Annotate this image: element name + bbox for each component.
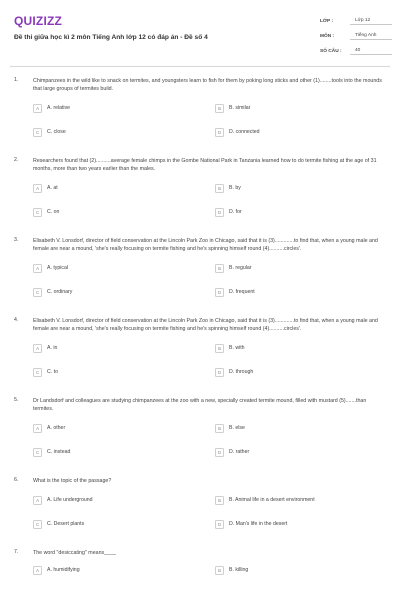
option-letter-badge: B <box>215 264 224 273</box>
question-number: 5. <box>14 397 19 403</box>
meta-row-class <box>320 14 392 29</box>
option-letter-badge: A <box>33 424 42 433</box>
option-text: B. regular <box>229 265 252 271</box>
option-letter-badge: C <box>33 128 42 137</box>
question-item <box>0 157 400 217</box>
option-c[interactable] <box>33 447 215 457</box>
option-letter-badge: C <box>33 520 42 529</box>
header-divider <box>10 66 390 67</box>
option-letter-badge: C <box>33 368 42 377</box>
meta-row-subject <box>320 29 392 44</box>
option-b[interactable] <box>215 103 365 113</box>
question-text: Elisabeth V. Lonsdorf, director of field conservation at the Lincoln Park Zoo in Chicago, said that it is (3).............to find that, when a young male and female are near a mound, 'she's really focusing on termite fishing and he's spinning himself round (4)..........circles'. <box>33 238 378 252</box>
option-text: B. else <box>229 425 245 431</box>
option-text: D. Man's life in the desert <box>229 521 288 527</box>
option-letter-badge: B <box>215 184 224 193</box>
option-letter-badge: B <box>215 104 224 113</box>
option-text: B. by <box>229 185 241 191</box>
option-letter-badge: B <box>215 566 224 575</box>
option-letter-badge: B <box>215 496 224 505</box>
option-c[interactable] <box>33 519 215 529</box>
question-number: 6. <box>14 477 19 483</box>
option-text: A. in <box>47 345 58 351</box>
option-letter-badge: D <box>215 208 224 217</box>
option-text: B. Animal life in a desert environment <box>229 497 315 503</box>
option-b[interactable] <box>215 343 365 353</box>
meta-label: LỚP : <box>320 19 334 24</box>
question-item <box>0 237 400 297</box>
option-text: C. instead <box>47 449 71 455</box>
option-letter-badge: C <box>33 208 42 217</box>
option-b[interactable] <box>215 495 365 505</box>
option-letter-badge: C <box>33 288 42 297</box>
question-item <box>0 397 400 457</box>
question-number: 1. <box>14 77 19 83</box>
option-b[interactable] <box>215 423 365 433</box>
option-letter-badge: D <box>215 520 224 529</box>
meta-label: MÔN : <box>320 34 335 39</box>
option-a[interactable] <box>33 565 215 575</box>
question-item <box>0 77 400 137</box>
page-title: Đề thi giữa học kì 2 môn Tiếng Anh lớp 12 có đáp án - Đề số 4 <box>14 34 208 41</box>
question-text: Researchers found that (2)..........average female chimps in the Gombe National Park in Tanzania learned how to do termite fishing at the age of 31 months, more than two years earlier than the males. <box>33 158 377 172</box>
question-text: Dr Landsdorf and colleagues are studying chimpanzees at the zoo with a new, specially created termite mound, filled with mustard (5).......than termites. <box>33 398 367 412</box>
option-grid <box>33 423 386 457</box>
option-text: B. similar <box>229 105 251 111</box>
option-d[interactable] <box>215 367 365 377</box>
option-letter-badge: D <box>215 288 224 297</box>
option-letter-badge: C <box>33 448 42 457</box>
option-a[interactable] <box>33 103 215 113</box>
meta-value-field: 40 <box>350 48 392 55</box>
question-text: Elisabeth V. Lonsdorf, director of field conservation at the Lincoln Park Zoo in Chicago, said that it is (3).............to find that, when a young male and female are near a mound, 'she's really focusing on termite fishing and he's spinning himself round (4)..........circles'. <box>33 318 378 332</box>
option-letter-badge: A <box>33 344 42 353</box>
option-d[interactable] <box>215 447 365 457</box>
option-d[interactable] <box>215 127 365 137</box>
option-a[interactable] <box>33 495 215 505</box>
question-text: The word "desiccating" means____ <box>33 550 116 556</box>
option-a[interactable] <box>33 343 215 353</box>
option-b[interactable] <box>215 183 365 193</box>
option-grid <box>33 343 386 377</box>
question-text: Chimpanzees in the wild like to snack on termites, and youngsters learn to fish for them by poking long sticks and other (1)........tools into the mounds that large groups of termites build. <box>33 78 382 92</box>
option-d[interactable] <box>215 287 365 297</box>
option-text: C. on <box>47 209 60 215</box>
meta-label: SỐ CÂU : <box>320 49 342 54</box>
option-letter-badge: A <box>33 264 42 273</box>
option-text: C. ordinary <box>47 289 73 295</box>
worksheet-header <box>0 0 400 62</box>
option-text: A. other <box>47 425 66 431</box>
question-list <box>0 77 400 575</box>
option-grid <box>33 263 386 297</box>
option-letter-badge: B <box>215 424 224 433</box>
option-letter-badge: D <box>215 128 224 137</box>
option-c[interactable] <box>33 207 215 217</box>
option-text: A. at <box>47 185 58 191</box>
option-c[interactable] <box>33 367 215 377</box>
option-a[interactable] <box>33 263 215 273</box>
option-c[interactable] <box>33 127 215 137</box>
option-letter-badge: D <box>215 448 224 457</box>
meta-row-count <box>320 44 392 59</box>
option-d[interactable] <box>215 207 365 217</box>
option-b[interactable] <box>215 263 365 273</box>
option-letter-badge: A <box>33 184 42 193</box>
option-letter-badge: D <box>215 368 224 377</box>
option-text: C. Desert plants <box>47 521 85 527</box>
meta-info <box>320 14 392 59</box>
option-text: D. connected <box>229 129 260 135</box>
option-d[interactable] <box>215 519 365 529</box>
question-item <box>0 549 400 575</box>
option-letter-badge: A <box>33 566 42 575</box>
option-text: D. through <box>229 369 254 375</box>
question-number: 2. <box>14 157 19 163</box>
question-item <box>0 317 400 377</box>
quizizz-logo: QUIZIZZ <box>14 14 63 28</box>
meta-value-field: Tiếng Anh <box>350 33 392 40</box>
question-number: 3. <box>14 237 19 243</box>
question-text: What is the topic of the passage? <box>33 478 112 484</box>
option-grid <box>33 495 386 529</box>
option-grid <box>33 183 386 217</box>
option-text: D. for <box>229 209 242 215</box>
option-a[interactable] <box>33 423 215 433</box>
meta-value-field: Lớp 12 <box>350 18 392 25</box>
option-text: A. relative <box>47 105 71 111</box>
option-text: D. frequent <box>229 289 255 295</box>
option-c[interactable] <box>33 287 215 297</box>
option-text: B. with <box>229 345 245 351</box>
option-text: B. killing <box>229 567 249 573</box>
option-letter-badge: A <box>33 104 42 113</box>
option-letter-badge: B <box>215 344 224 353</box>
option-a[interactable] <box>33 183 215 193</box>
option-b[interactable] <box>215 565 365 575</box>
option-text: A. Life underground <box>47 497 93 503</box>
question-number: 4. <box>14 317 19 323</box>
option-letter-badge: A <box>33 496 42 505</box>
option-text: C. close <box>47 129 66 135</box>
option-text: D. rather <box>229 449 250 455</box>
question-item <box>0 477 400 529</box>
option-grid <box>33 565 386 575</box>
option-grid <box>33 103 386 137</box>
option-text: C. to <box>47 369 58 375</box>
option-text: A. typical <box>47 265 69 271</box>
option-text: A. humidifying <box>47 567 80 573</box>
question-number: 7. <box>14 549 19 555</box>
